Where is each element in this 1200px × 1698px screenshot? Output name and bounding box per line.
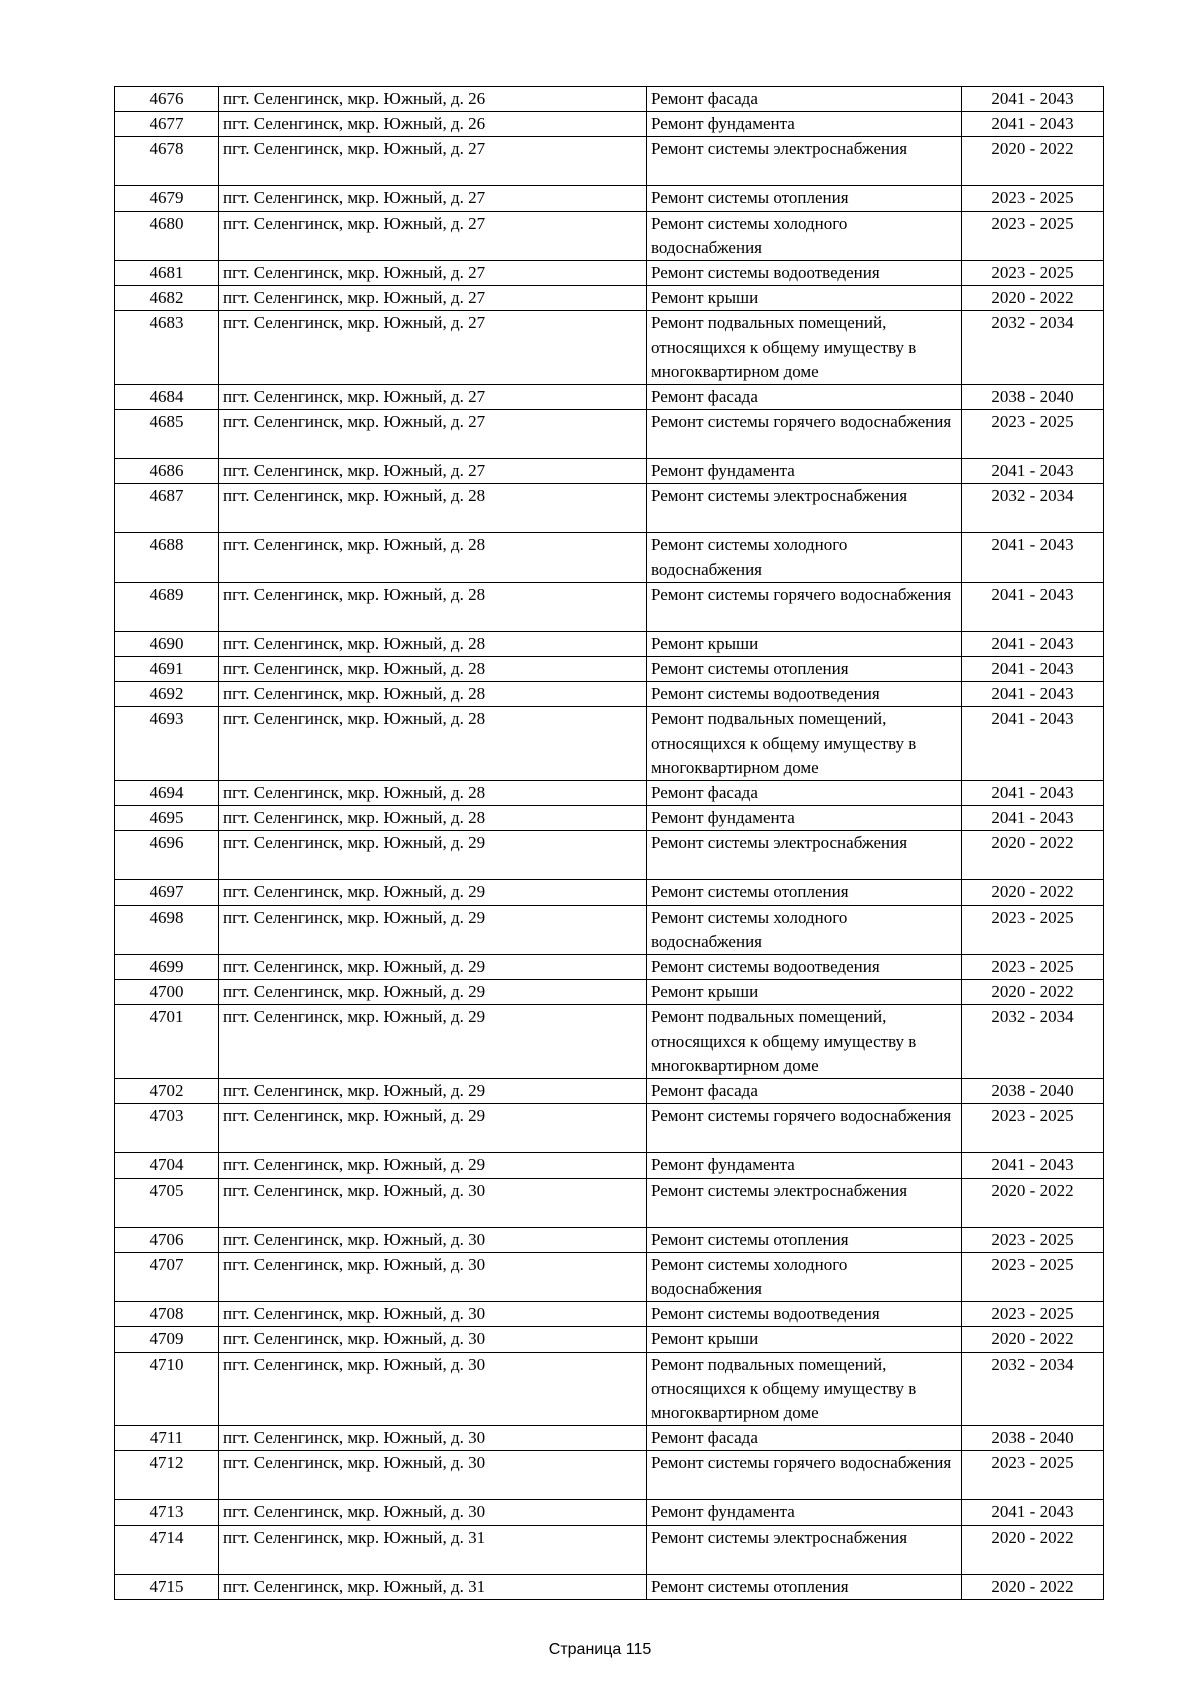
work-type-cell: Ремонт фундамента	[647, 112, 962, 137]
work-type-cell: Ремонт крыши	[647, 286, 962, 311]
work-type-cell: Ремонт фундамента	[647, 806, 962, 831]
table-row	[115, 533, 1104, 582]
row-number-cell: 4678	[115, 137, 219, 186]
period-cell: 2041 - 2043	[962, 582, 1104, 631]
address-cell: пгт. Селенгинск, мкр. Южный, д. 28	[219, 533, 647, 582]
period-cell: 2041 - 2043	[962, 657, 1104, 682]
table-row	[115, 955, 1104, 980]
work-type-cell: Ремонт фундамента	[647, 1153, 962, 1178]
table-row	[115, 806, 1104, 831]
table-row	[115, 1178, 1104, 1227]
table-row	[115, 261, 1104, 286]
address-cell: пгт. Селенгинск, мкр. Южный, д. 26	[219, 87, 647, 112]
address-cell: пгт. Селенгинск, мкр. Южный, д. 27	[219, 286, 647, 311]
table-row	[115, 682, 1104, 707]
row-number-cell: 4714	[115, 1525, 219, 1574]
address-cell: пгт. Селенгинск, мкр. Южный, д. 30	[219, 1302, 647, 1327]
address-cell: пгт. Селенгинск, мкр. Южный, д. 29	[219, 831, 647, 880]
table-row	[115, 385, 1104, 410]
address-cell: пгт. Селенгинск, мкр. Южный, д. 29	[219, 880, 647, 905]
period-cell: 2041 - 2043	[962, 1153, 1104, 1178]
address-cell: пгт. Селенгинск, мкр. Южный, д. 30	[219, 1500, 647, 1525]
work-type-cell: Ремонт подвальных помещений, относящихся к общему имуществу в многоквартирном доме	[647, 1005, 962, 1079]
work-type-cell: Ремонт системы отопления	[647, 186, 962, 211]
table-row	[115, 137, 1104, 186]
address-cell: пгт. Селенгинск, мкр. Южный, д. 29	[219, 905, 647, 954]
row-number-cell: 4695	[115, 806, 219, 831]
work-type-cell: Ремонт фасада	[647, 87, 962, 112]
address-cell: пгт. Селенгинск, мкр. Южный, д. 30	[219, 1252, 647, 1301]
period-cell: 2023 - 2025	[962, 1104, 1104, 1153]
period-cell: 2023 - 2025	[962, 1227, 1104, 1252]
row-number-cell: 4705	[115, 1178, 219, 1227]
address-cell: пгт. Селенгинск, мкр. Южный, д. 29	[219, 1104, 647, 1153]
repair-schedule-table	[114, 86, 1104, 1600]
work-type-cell: Ремонт фасада	[647, 781, 962, 806]
period-cell: 2041 - 2043	[962, 87, 1104, 112]
row-number-cell: 4693	[115, 707, 219, 781]
address-cell: пгт. Селенгинск, мкр. Южный, д. 27	[219, 459, 647, 484]
address-cell: пгт. Селенгинск, мкр. Южный, д. 28	[219, 682, 647, 707]
row-number-cell: 4692	[115, 682, 219, 707]
row-number-cell: 4700	[115, 980, 219, 1005]
address-cell: пгт. Селенгинск, мкр. Южный, д. 27	[219, 311, 647, 385]
row-number-cell: 4698	[115, 905, 219, 954]
work-type-cell: Ремонт системы водоотведения	[647, 261, 962, 286]
row-number-cell: 4701	[115, 1005, 219, 1079]
table-row	[115, 880, 1104, 905]
period-cell: 2020 - 2022	[962, 137, 1104, 186]
period-cell: 2041 - 2043	[962, 682, 1104, 707]
work-type-cell: Ремонт системы водоотведения	[647, 955, 962, 980]
row-number-cell: 4711	[115, 1426, 219, 1451]
address-cell: пгт. Селенгинск, мкр. Южный, д. 28	[219, 631, 647, 656]
row-number-cell: 4694	[115, 781, 219, 806]
row-number-cell: 4704	[115, 1153, 219, 1178]
row-number-cell: 4691	[115, 657, 219, 682]
period-cell: 2032 - 2034	[962, 1352, 1104, 1426]
table-row	[115, 1327, 1104, 1352]
table-row	[115, 484, 1104, 533]
period-cell: 2023 - 2025	[962, 1302, 1104, 1327]
work-type-cell: Ремонт фасада	[647, 385, 962, 410]
table-row	[115, 631, 1104, 656]
table-row	[115, 1227, 1104, 1252]
work-type-cell: Ремонт системы отопления	[647, 657, 962, 682]
address-cell: пгт. Селенгинск, мкр. Южный, д. 27	[219, 186, 647, 211]
work-type-cell: Ремонт системы горячего водоснабжения	[647, 1451, 962, 1500]
period-cell: 2023 - 2025	[962, 410, 1104, 459]
row-number-cell: 4697	[115, 880, 219, 905]
table-row	[115, 831, 1104, 880]
work-type-cell: Ремонт системы холодного водоснабжения	[647, 211, 962, 260]
work-type-cell: Ремонт фундамента	[647, 1500, 962, 1525]
table-row	[115, 410, 1104, 459]
work-type-cell: Ремонт системы холодного водоснабжения	[647, 905, 962, 954]
period-cell: 2023 - 2025	[962, 186, 1104, 211]
table-row	[115, 1005, 1104, 1079]
address-cell: пгт. Селенгинск, мкр. Южный, д. 28	[219, 582, 647, 631]
work-type-cell: Ремонт системы электроснабжения	[647, 1525, 962, 1574]
work-type-cell: Ремонт фасада	[647, 1426, 962, 1451]
work-type-cell: Ремонт системы горячего водоснабжения	[647, 1104, 962, 1153]
address-cell: пгт. Селенгинск, мкр. Южный, д. 27	[219, 385, 647, 410]
period-cell: 2032 - 2034	[962, 1005, 1104, 1079]
period-cell: 2041 - 2043	[962, 459, 1104, 484]
address-cell: пгт. Селенгинск, мкр. Южный, д. 28	[219, 806, 647, 831]
address-cell: пгт. Селенгинск, мкр. Южный, д. 29	[219, 1153, 647, 1178]
work-type-cell: Ремонт крыши	[647, 1327, 962, 1352]
row-number-cell: 4685	[115, 410, 219, 459]
address-cell: пгт. Селенгинск, мкр. Южный, д. 29	[219, 1079, 647, 1104]
address-cell: пгт. Селенгинск, мкр. Южный, д. 28	[219, 484, 647, 533]
address-cell: пгт. Селенгинск, мкр. Южный, д. 30	[219, 1451, 647, 1500]
row-number-cell: 4682	[115, 286, 219, 311]
table-row	[115, 459, 1104, 484]
page-number: Страница 115	[548, 1641, 652, 1658]
row-number-cell: 4677	[115, 112, 219, 137]
table-row	[115, 112, 1104, 137]
work-type-cell: Ремонт системы холодного водоснабжения	[647, 533, 962, 582]
table-row	[115, 1451, 1104, 1500]
address-cell: пгт. Селенгинск, мкр. Южный, д. 29	[219, 1005, 647, 1079]
table-row	[115, 211, 1104, 260]
table-row	[115, 1352, 1104, 1426]
period-cell: 2020 - 2022	[962, 980, 1104, 1005]
table-row	[115, 311, 1104, 385]
row-number-cell: 4679	[115, 186, 219, 211]
address-cell: пгт. Селенгинск, мкр. Южный, д. 27	[219, 261, 647, 286]
row-number-cell: 4703	[115, 1104, 219, 1153]
row-number-cell: 4699	[115, 955, 219, 980]
address-cell: пгт. Селенгинск, мкр. Южный, д. 29	[219, 955, 647, 980]
period-cell: 2032 - 2034	[962, 484, 1104, 533]
work-type-cell: Ремонт подвальных помещений, относящихся к общему имуществу в многоквартирном доме	[647, 311, 962, 385]
period-cell: 2041 - 2043	[962, 1500, 1104, 1525]
table-row	[115, 1525, 1104, 1574]
work-type-cell: Ремонт системы горячего водоснабжения	[647, 582, 962, 631]
table-row	[115, 186, 1104, 211]
period-cell: 2041 - 2043	[962, 631, 1104, 656]
address-cell: пгт. Селенгинск, мкр. Южный, д. 27	[219, 137, 647, 186]
work-type-cell: Ремонт системы электроснабжения	[647, 1178, 962, 1227]
work-type-cell: Ремонт крыши	[647, 631, 962, 656]
period-cell: 2038 - 2040	[962, 1079, 1104, 1104]
period-cell: 2038 - 2040	[962, 1426, 1104, 1451]
period-cell: 2023 - 2025	[962, 955, 1104, 980]
row-number-cell: 4706	[115, 1227, 219, 1252]
table-row	[115, 87, 1104, 112]
work-type-cell: Ремонт системы отопления	[647, 880, 962, 905]
address-cell: пгт. Селенгинск, мкр. Южный, д. 28	[219, 657, 647, 682]
work-type-cell: Ремонт системы отопления	[647, 1574, 962, 1599]
row-number-cell: 4715	[115, 1574, 219, 1599]
address-cell: пгт. Селенгинск, мкр. Южный, д. 30	[219, 1327, 647, 1352]
address-cell: пгт. Селенгинск, мкр. Южный, д. 31	[219, 1574, 647, 1599]
period-cell: 2023 - 2025	[962, 1252, 1104, 1301]
row-number-cell: 4713	[115, 1500, 219, 1525]
address-cell: пгт. Селенгинск, мкр. Южный, д. 30	[219, 1178, 647, 1227]
table-row	[115, 1500, 1104, 1525]
period-cell: 2020 - 2022	[962, 286, 1104, 311]
table-row	[115, 1153, 1104, 1178]
table-row	[115, 1079, 1104, 1104]
work-type-cell: Ремонт системы горячего водоснабжения	[647, 410, 962, 459]
table-row	[115, 657, 1104, 682]
row-number-cell: 4690	[115, 631, 219, 656]
work-type-cell: Ремонт системы электроснабжения	[647, 831, 962, 880]
period-cell: 2020 - 2022	[962, 880, 1104, 905]
work-type-cell: Ремонт системы электроснабжения	[647, 484, 962, 533]
table-row	[115, 905, 1104, 954]
table-row	[115, 1574, 1104, 1599]
period-cell: 2038 - 2040	[962, 385, 1104, 410]
table-body	[115, 87, 1104, 1600]
work-type-cell: Ремонт подвальных помещений, относящихся к общему имуществу в многоквартирном доме	[647, 1352, 962, 1426]
row-number-cell: 4712	[115, 1451, 219, 1500]
table-row	[115, 980, 1104, 1005]
address-cell: пгт. Селенгинск, мкр. Южный, д. 30	[219, 1426, 647, 1451]
period-cell: 2023 - 2025	[962, 1451, 1104, 1500]
period-cell: 2032 - 2034	[962, 311, 1104, 385]
row-number-cell: 4689	[115, 582, 219, 631]
row-number-cell: 4676	[115, 87, 219, 112]
address-cell: пгт. Селенгинск, мкр. Южный, д. 26	[219, 112, 647, 137]
period-cell: 2020 - 2022	[962, 831, 1104, 880]
period-cell: 2023 - 2025	[962, 905, 1104, 954]
table-row	[115, 582, 1104, 631]
period-cell: 2020 - 2022	[962, 1327, 1104, 1352]
row-number-cell: 4684	[115, 385, 219, 410]
row-number-cell: 4683	[115, 311, 219, 385]
work-type-cell: Ремонт системы водоотведения	[647, 1302, 962, 1327]
period-cell: 2020 - 2022	[962, 1574, 1104, 1599]
row-number-cell: 4696	[115, 831, 219, 880]
period-cell: 2041 - 2043	[962, 781, 1104, 806]
row-number-cell: 4708	[115, 1302, 219, 1327]
table-row	[115, 286, 1104, 311]
row-number-cell: 4686	[115, 459, 219, 484]
row-number-cell: 4707	[115, 1252, 219, 1301]
row-number-cell: 4680	[115, 211, 219, 260]
address-cell: пгт. Селенгинск, мкр. Южный, д. 31	[219, 1525, 647, 1574]
work-type-cell: Ремонт системы отопления	[647, 1227, 962, 1252]
address-cell: пгт. Селенгинск, мкр. Южный, д. 27	[219, 211, 647, 260]
row-number-cell: 4702	[115, 1079, 219, 1104]
address-cell: пгт. Селенгинск, мкр. Южный, д. 29	[219, 980, 647, 1005]
address-cell: пгт. Селенгинск, мкр. Южный, д. 28	[219, 781, 647, 806]
table-row	[115, 1104, 1104, 1153]
period-cell: 2041 - 2043	[962, 806, 1104, 831]
period-cell: 2020 - 2022	[962, 1525, 1104, 1574]
row-number-cell: 4681	[115, 261, 219, 286]
row-number-cell: 4687	[115, 484, 219, 533]
period-cell: 2041 - 2043	[962, 707, 1104, 781]
table-row	[115, 1302, 1104, 1327]
work-type-cell: Ремонт фасада	[647, 1079, 962, 1104]
row-number-cell: 4688	[115, 533, 219, 582]
address-cell: пгт. Селенгинск, мкр. Южный, д. 30	[219, 1352, 647, 1426]
work-type-cell: Ремонт системы водоотведения	[647, 682, 962, 707]
period-cell: 2020 - 2022	[962, 1178, 1104, 1227]
address-cell: пгт. Селенгинск, мкр. Южный, д. 30	[219, 1227, 647, 1252]
work-type-cell: Ремонт системы холодного водоснабжения	[647, 1252, 962, 1301]
period-cell: 2041 - 2043	[962, 533, 1104, 582]
period-cell: 2023 - 2025	[962, 261, 1104, 286]
table-row	[115, 707, 1104, 781]
table-row	[115, 1426, 1104, 1451]
work-type-cell: Ремонт крыши	[647, 980, 962, 1005]
table-row	[115, 1252, 1104, 1301]
address-cell: пгт. Селенгинск, мкр. Южный, д. 27	[219, 410, 647, 459]
row-number-cell: 4710	[115, 1352, 219, 1426]
period-cell: 2023 - 2025	[962, 211, 1104, 260]
period-cell: 2041 - 2043	[962, 112, 1104, 137]
table-row	[115, 781, 1104, 806]
work-type-cell: Ремонт фундамента	[647, 459, 962, 484]
address-cell: пгт. Селенгинск, мкр. Южный, д. 28	[219, 707, 647, 781]
work-type-cell: Ремонт системы электроснабжения	[647, 137, 962, 186]
row-number-cell: 4709	[115, 1327, 219, 1352]
work-type-cell: Ремонт подвальных помещений, относящихся к общему имуществу в многоквартирном доме	[647, 707, 962, 781]
